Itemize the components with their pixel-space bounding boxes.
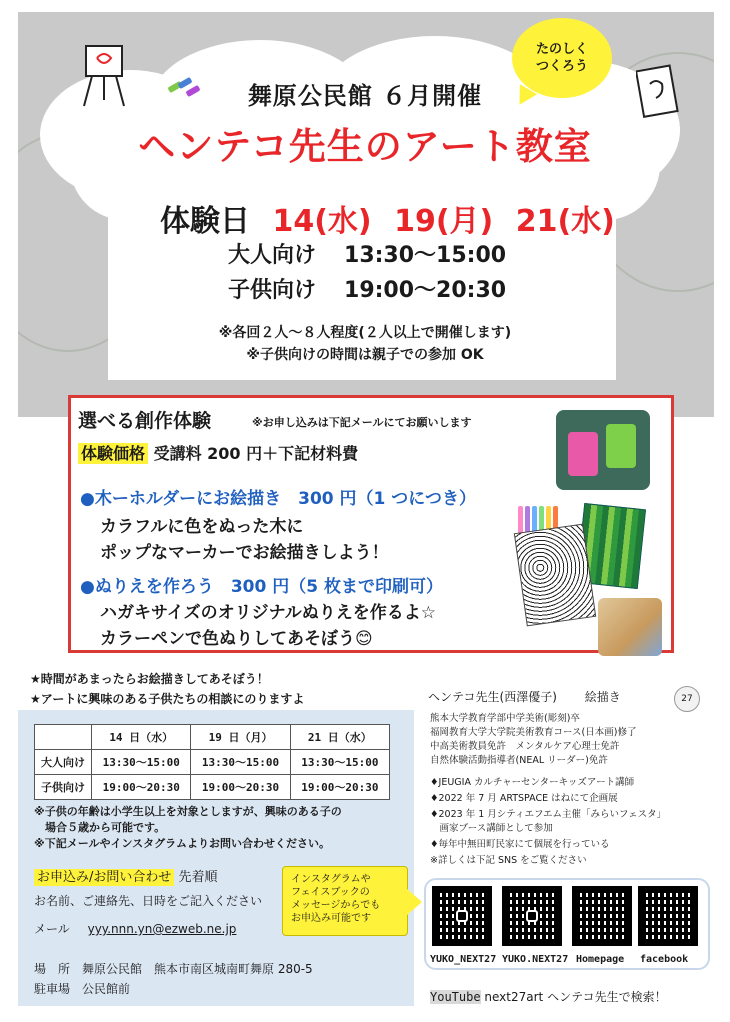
option-coloring-desc: カラーペンで色ぬりしてあそぼう😊 <box>100 629 373 649</box>
mail-address-link[interactable]: yyy.nnn.yn@ezweb.ne.jp <box>87 922 237 936</box>
table-header-cell <box>35 725 92 750</box>
table-cell: 19:00～20:30 <box>191 775 290 800</box>
activities-note: ※お申し込みは下記メールにてお願いします <box>252 416 472 429</box>
table-cell: 子供向け <box>35 775 92 800</box>
date-item: 14(水) <box>272 204 372 239</box>
bubble-line: たのしく <box>535 42 588 57</box>
option-keyholder-desc: ポップなマーカーでお絵描きしよう！ <box>100 543 389 563</box>
coloring-page-image <box>514 524 596 627</box>
table-cell: 13:30～15:00 <box>290 750 389 775</box>
table-cell: 19:00～20:30 <box>92 775 191 800</box>
table-header-cell: 19 日（月） <box>191 725 290 750</box>
sns-callout <box>282 866 408 936</box>
schedule-table <box>34 724 390 800</box>
table-header-row <box>35 725 390 750</box>
option-coloring-heading: ●ぬりえを作ろう 300 円（5 枚まで印刷可） <box>80 577 443 597</box>
table-cell: 13:30～15:00 <box>92 750 191 775</box>
callout-arrow <box>406 888 422 916</box>
bio-line: ♦毎年中無田町民家にて個展を行っている <box>430 839 610 850</box>
extra-note: ★アートに興味のある子供たちの相談にのりますよ <box>30 692 305 706</box>
adult-label: 大人向け <box>228 243 317 268</box>
price-row <box>78 441 358 464</box>
youtube-tag: YouTube <box>430 990 481 1004</box>
callout-line: インスタグラムや <box>291 874 371 885</box>
keyholder-green <box>606 424 636 468</box>
teacher-name-row <box>428 688 621 705</box>
callout-line: メッセージからでも <box>291 900 381 911</box>
teacher-name: ヘンテコ先生(西澤優子) <box>428 690 557 704</box>
table-row <box>35 775 390 800</box>
mail-row <box>34 920 236 937</box>
option-keyholder-desc: カラフルに色をぬった木に <box>100 517 304 537</box>
trial-dates <box>160 196 615 240</box>
table-cell: 19:00～20:30 <box>290 775 389 800</box>
table-header-cell: 14 日（水） <box>92 725 191 750</box>
dates-label: 体験日 <box>160 204 250 239</box>
parking-line: 駐車場 公民館前 <box>34 982 131 996</box>
qr-code-instagram-1[interactable] <box>432 886 492 946</box>
page-title: ヘンテコ先生のアート教室 <box>138 125 592 168</box>
activities-title: 選べる創作体験 <box>78 410 212 432</box>
table-cell: 13:30～15:00 <box>191 750 290 775</box>
apply-label: お申込み/お問い合わせ <box>34 869 174 886</box>
age-note: ※子供の年齢は小学生以上を対象としますが、興味のある子の <box>34 805 342 818</box>
bio-line: ♦JEUGIA カルチャーセンターキッズアート講師 <box>430 777 635 788</box>
child-label: 子供向け <box>228 278 317 303</box>
bio-line: 中高美術教員免許 メンタルケア心理士免許 <box>430 741 620 752</box>
bio-line: ※詳しくは下記 SNS をご覧ください <box>430 855 587 866</box>
venue-line: 場 所 舞原公民館 熊本市南区城南町舞原 280-5 <box>34 962 313 976</box>
qr-code-homepage[interactable] <box>572 886 632 946</box>
contact-note: ※下記メールやインスタグラムよりお問い合わせください。 <box>34 837 331 850</box>
youtube-text: next27art ヘンテコ先生で検索！ <box>484 990 667 1004</box>
child-time-row <box>228 273 506 304</box>
bio-line: 熊本大学教育学部中学美術(彫刻)卒 <box>430 713 580 724</box>
option-keyholder-heading: ●木ーホルダーにお絵描き 300 円（1 つにつき） <box>80 489 476 509</box>
teacher-role: 絵描き <box>584 690 621 704</box>
price-label: 体験価格 <box>78 443 148 464</box>
bio-line: 画家ブース講師として参加 <box>430 823 553 834</box>
table-row <box>35 750 390 775</box>
date-item: 19(月) <box>394 204 494 239</box>
coloring-activity-photo <box>598 598 662 656</box>
callout-line: お申込み可能です <box>291 913 371 924</box>
date-item: 21(水) <box>515 204 615 239</box>
bio-line: 自然体験活動指導者(NEAL リーダー)免許 <box>430 755 608 766</box>
parent-note: ※子供向けの時間は親子での参加 OK <box>246 347 484 363</box>
apply-detail: お名前、ご連絡先、日時をご記入ください <box>34 894 263 908</box>
age-note-cont: 場合５歳から可能です。 <box>34 821 166 834</box>
table-header-cell: 21 日（水） <box>290 725 389 750</box>
qr-code-instagram-2[interactable] <box>502 886 562 946</box>
capacity-note: ※各回２人～８人程度(２人以上で開催します) <box>218 325 512 341</box>
bubble-line: つくろう <box>535 59 588 74</box>
youtube-line <box>430 988 667 1005</box>
mail-label: メール <box>34 922 70 936</box>
adult-time: 13:30～15:00 <box>344 243 507 268</box>
event-subtitle: 舞原公民館 ６月開催 <box>247 82 483 110</box>
option-coloring-desc: ハガキサイズのオリジナルぬりえを作るよ☆ <box>100 603 437 623</box>
table-cell: 大人向け <box>35 750 92 775</box>
bio-line: ♦2023 年 1 月シティエフエム主催「みらいフェスタ」 <box>430 809 667 820</box>
qr-code-facebook[interactable] <box>638 886 698 946</box>
qr-label: YUKO_NEXT27 <box>430 954 497 965</box>
qr-label: facebook <box>640 954 689 965</box>
brand-logo: 27 <box>674 686 700 712</box>
extra-note: ★時間があまったらお絵描きしてあそぼう！ <box>30 672 269 686</box>
bio-line: 福岡教育大学大学院美術教育コース(日本画)修了 <box>430 727 637 738</box>
apply-order: 先着順 <box>178 870 218 885</box>
keyholder-photo <box>556 410 650 490</box>
qr-label: YUKO.NEXT27 <box>502 954 569 965</box>
adult-time-row <box>228 238 506 269</box>
callout-line: フェイスブックの <box>291 887 370 898</box>
child-time: 19:00～20:30 <box>344 278 507 303</box>
keyholder-pink <box>568 432 598 476</box>
bio-line: ♦2022 年 7 月 ARTSPACE はねにて企画展 <box>430 793 618 804</box>
qr-label: Homepage <box>576 954 625 965</box>
apply-heading <box>34 866 218 885</box>
price-text: 受講料 200 円＋下記材料費 <box>153 444 359 463</box>
